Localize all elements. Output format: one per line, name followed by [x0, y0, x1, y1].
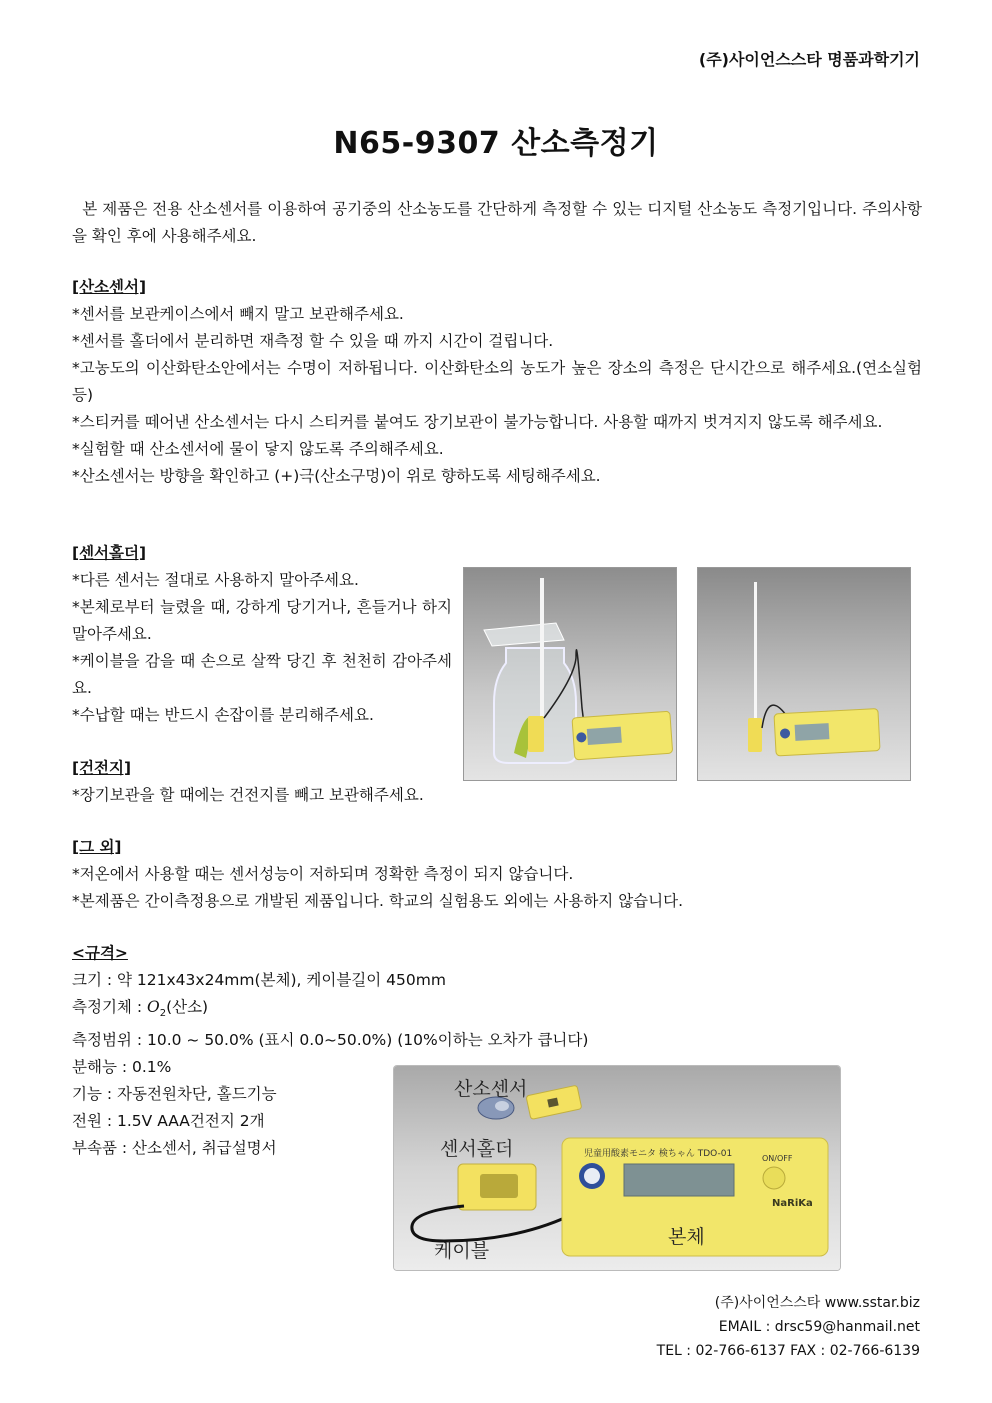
- holder-item: *수납할 때는 반드시 손잡이를 분리해주세요.: [72, 706, 374, 724]
- sensor-section: [72, 274, 922, 490]
- spec-gas: [72, 994, 588, 1027]
- page-title: N65-9307 산소측정기: [333, 126, 659, 161]
- holder-heading: [센서홀더]: [72, 544, 147, 562]
- label-body: 본체: [668, 1226, 705, 1248]
- spec-gas-suffix: (산소): [166, 998, 209, 1016]
- sensor-item: *산소센서는 방향을 확인하고 (+)극(산소구멍)이 위로 향하도록 세팅해주세요.: [72, 467, 601, 485]
- sensor-item: *센서를 보관케이스에서 빼지 말고 보관해주세요.: [72, 305, 404, 323]
- sensor-heading: [산소센서]: [72, 278, 147, 296]
- spec-gas-prefix: 측정기체 :: [72, 998, 147, 1016]
- spec-function: 기능 : 자동전원차단, 홀드기능: [72, 1085, 277, 1104]
- holder-item: *본체로부터 늘렸을 때, 강하게 당기거나, 흔들거나 하지 말아주세요.: [72, 598, 452, 643]
- intro-text: 본 제품은 전용 산소센서를 이용하여 공기중의 산소농도를 간단하게 측정할 수 있는 디지털 산소농도 측정기입니다. 주의사항을 확인 후에 사용해주세요.: [72, 200, 922, 245]
- sensor-item: *스티커를 떼어낸 산소센서는 다시 스티커를 붙여도 장기보관이 불가능합니다. 사용할 때까지 벗겨지지 않도록 해주세요.: [72, 413, 883, 431]
- holder-section: [72, 540, 452, 729]
- spec-power: 전원 : 1.5V AAA건전지 2개: [72, 1112, 265, 1131]
- spec-heading: <규격>: [72, 944, 128, 962]
- brand-logo: NaRiKa: [772, 1198, 813, 1209]
- spec-gas-subscript: 2: [159, 1008, 167, 1020]
- device-caption: 児童用酸素モニタ 検ちゃん TDO-01: [584, 1149, 733, 1159]
- footer: [657, 1291, 920, 1363]
- battery-heading: [건전지]: [72, 759, 132, 777]
- company-header: (주)사이언스스타 명품과학기기: [698, 50, 920, 69]
- holder-item: *다른 센서는 절대로 사용하지 말아주세요.: [72, 571, 359, 589]
- sensor-item: *고농도의 이산화탄소안에서는 수명이 저하됩니다. 이산화탄소의 농도가 높은 장소의 측정은 단시간으로 해주세요.(연소실험 등): [72, 359, 922, 404]
- footer-email: EMAIL : drsc59@hanmail.net: [718, 1319, 920, 1335]
- footer-company: (주)사이언스스타 www.sstar.biz: [714, 1295, 920, 1311]
- spec-gas-symbol: O: [146, 998, 160, 1016]
- photo-sensor-in-jar: [463, 567, 677, 781]
- sensor-item: *센서를 홀더에서 분리하면 재측정 할 수 있을 때 까지 시간이 걸립니다.: [72, 332, 554, 350]
- intro-paragraph: [72, 196, 922, 250]
- holder-item: *케이블을 감을 때 손으로 살짝 당긴 후 천천히 감아주세요.: [72, 652, 452, 697]
- other-section: [72, 834, 922, 915]
- label-holder: 센서홀더: [440, 1138, 514, 1160]
- photo-components: [393, 1065, 841, 1271]
- spec-accessories: 부속품 : 산소센서, 취급설명서: [72, 1139, 277, 1158]
- spec-size: 크기 : 약 121x43x24mm(본체), 케이블길이 450mm: [72, 971, 446, 989]
- photo-sensor-standing: [697, 567, 911, 781]
- other-item: *저온에서 사용할 때는 센서성능이 저하되며 정확한 측정이 되지 않습니다.: [72, 865, 574, 883]
- spec-range: 측정범위 : 10.0 ~ 50.0% (표시 0.0~50.0%) (10%이하는 오차가 큽니다): [72, 1031, 589, 1050]
- label-cable: 케이블: [434, 1240, 490, 1262]
- sensor-item: *실험할 때 산소센서에 물이 닿지 않도록 주의해주세요.: [72, 440, 444, 458]
- spec-resolution: 분해능 : 0.1%: [72, 1058, 172, 1077]
- other-heading: [그 외]: [72, 838, 122, 856]
- footer-tel: TEL : 02-766-6137 FAX : 02-766-6139: [656, 1343, 920, 1359]
- onoff-label: ON/OFF: [762, 1154, 793, 1163]
- battery-item: *장기보관을 할 때에는 건전지를 빼고 보관해주세요.: [72, 786, 424, 804]
- other-item: *본제품은 간이측정용으로 개발된 제품입니다. 학교의 실험용도 외에는 사용하지 않습니다.: [72, 892, 684, 910]
- label-sensor: 산소센서: [454, 1078, 528, 1100]
